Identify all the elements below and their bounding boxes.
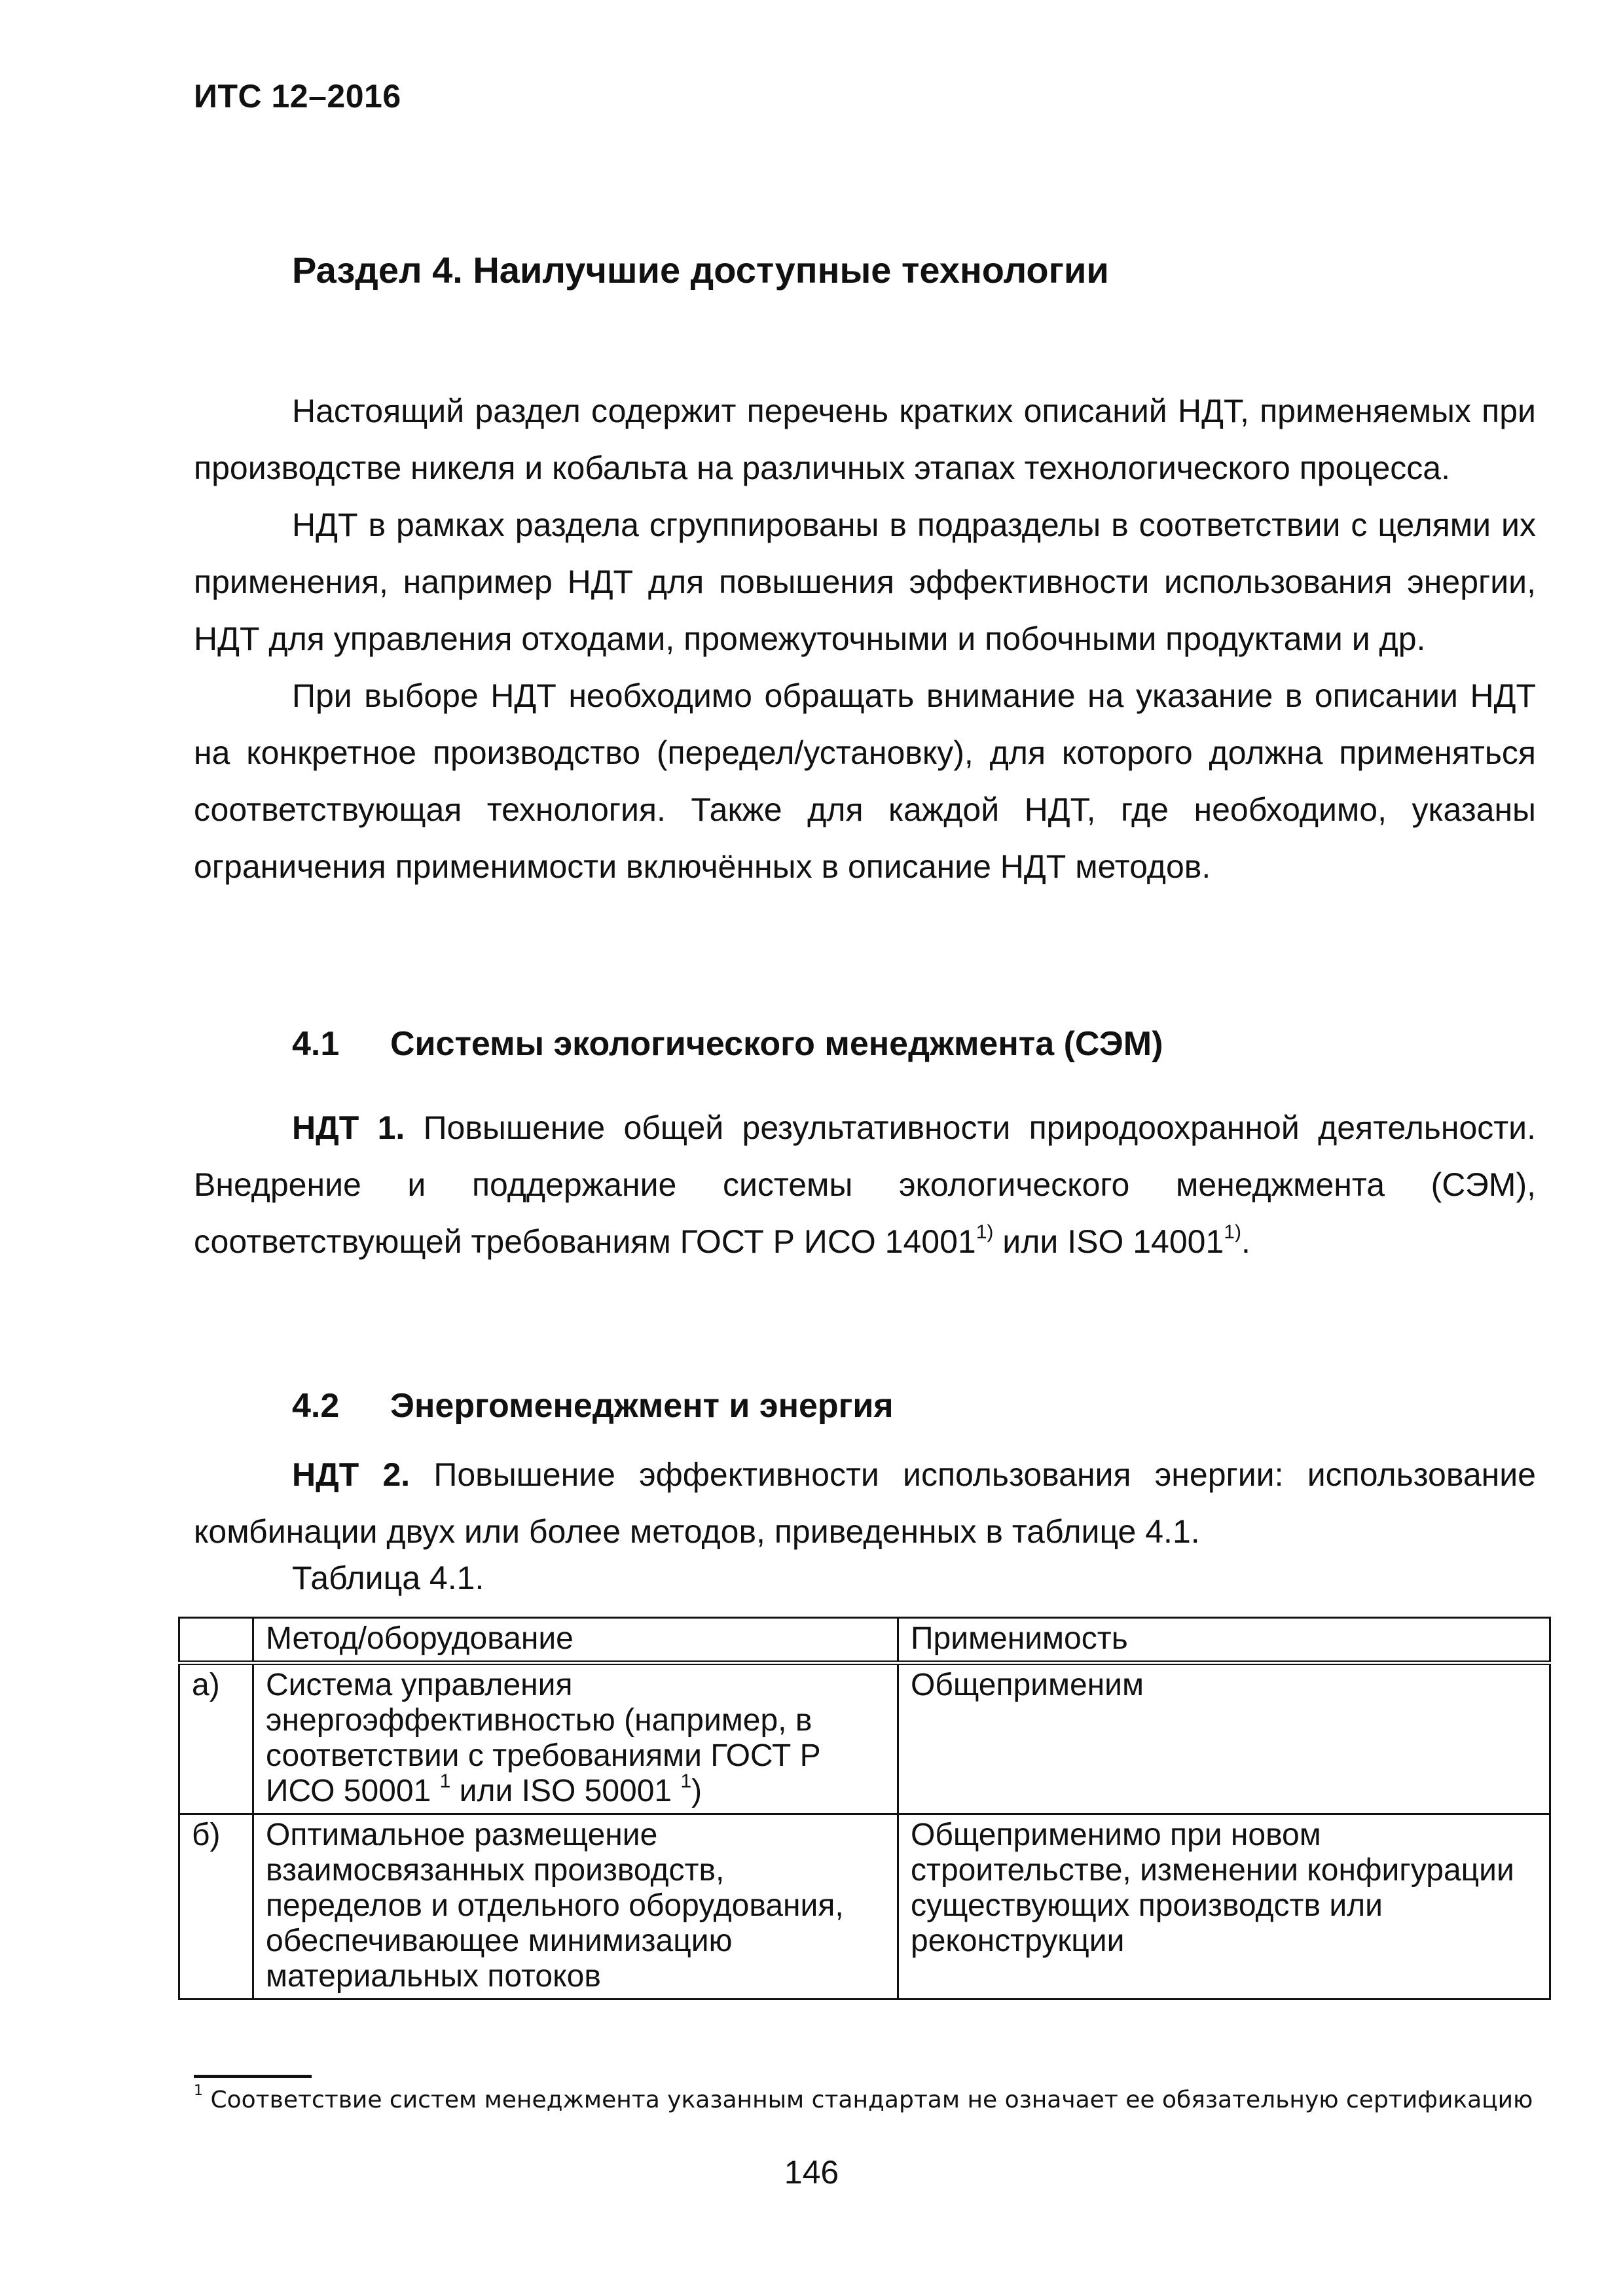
footnote-separator bbox=[194, 2075, 312, 2078]
ndt-2-text: Повышение эффективности использования энергии: использование комбинации двух или более методов, приведенных в таблице 4.1. bbox=[194, 1456, 1536, 1550]
ndt-2-block bbox=[194, 1446, 1536, 1560]
row-applicability: Общеприменимо при новом строительстве, изменении конфигурации существующих производств или реконструкции bbox=[898, 1814, 1550, 2000]
document-code: ИТС 12–2016 bbox=[194, 78, 401, 115]
ndt-2-label: НДТ 2. bbox=[292, 1456, 410, 1493]
ndt-1-block bbox=[194, 1100, 1536, 1270]
row-method: Оптимальное размещение взаимосвязанных производств, переделов и отдельного оборудования, обеспечивающее минимизацию материальных потоков bbox=[253, 1814, 898, 2000]
table-row bbox=[179, 1663, 1550, 1814]
footnote-ref: 1) bbox=[1224, 1221, 1241, 1244]
table-header-row bbox=[179, 1618, 1550, 1663]
row-method bbox=[253, 1663, 898, 1814]
ndt-1-paragraph bbox=[194, 1100, 1536, 1270]
header-cell-index bbox=[179, 1618, 253, 1663]
subsection-number: 4.2 bbox=[292, 1387, 340, 1425]
ndt-1-label: НДТ 1. bbox=[292, 1109, 405, 1146]
row-applicability: Общеприменим bbox=[898, 1663, 1550, 1814]
method-text: Система управления энергоэффективностью (например, в соответствии с требованиями ГОСТ Р ИСО 50001 bbox=[266, 1668, 821, 1808]
footnote-text: Соответствие систем менеджмента указанным стандартам не означает ее обязательную сертификацию bbox=[203, 2087, 1533, 2113]
header-cell-method: Метод/оборудование bbox=[253, 1618, 898, 1663]
footnote-ref: 1 bbox=[439, 1770, 451, 1792]
method-text-mid: или ISO 50001 bbox=[450, 1774, 681, 1808]
subsection-title: Системы экологического менеджмента (СЭМ) bbox=[390, 1025, 1163, 1063]
ndt-1-text: Повышение общей результативности природоохранной деятельности. Внедрение и поддержание системы экологического менеджмента (СЭМ), соответствующей требованиям ГОСТ Р ИСО 14001 bbox=[194, 1109, 1536, 1260]
method-text-end: ) bbox=[691, 1774, 702, 1808]
footnote-ref: 1 bbox=[680, 1770, 692, 1792]
ndt-2-paragraph bbox=[194, 1446, 1536, 1560]
subsection-number: 4.1 bbox=[292, 1025, 340, 1063]
intro-paragraph-1: Настоящий раздел содержит перечень кратких описаний НДТ, применяемых при производстве никеля и кобальта на различных этапах технологического процесса. bbox=[194, 393, 1536, 486]
footnote-marker: 1 bbox=[194, 2083, 203, 2099]
subsection-title: Энергоменеджмент и энергия bbox=[390, 1387, 894, 1425]
footnote bbox=[194, 2083, 1533, 2113]
intro-paragraph-2: НДТ в рамках раздела сгруппированы в подразделы в соответствии с целями их применения, например НДТ для повышения эффективности использования энергии, НДТ для управления отходами, промежуточными и побочными продуктами и др. bbox=[194, 507, 1536, 657]
ndt-1-text-end: . bbox=[1241, 1223, 1250, 1260]
table-4-1 bbox=[178, 1617, 1551, 2000]
table-row bbox=[179, 1814, 1550, 2000]
intro-paragraph-3: При выборе НДТ необходимо обращать внимание на указание в описании НДТ на конкретное производство (передел/установку), для которого должна применяться соответствующая технология. Также для каждой НДТ, где необходимо, указаны ограничения применимости включённых в описание НДТ методов. bbox=[194, 677, 1536, 885]
page-number: 146 bbox=[784, 2154, 839, 2191]
intro-text bbox=[194, 383, 1536, 895]
row-id: б) bbox=[179, 1814, 253, 2000]
subsection-4-2-heading bbox=[292, 1386, 894, 1426]
footnote-ref: 1) bbox=[976, 1221, 994, 1244]
section-title: Раздел 4. Наилучшие доступные технологии bbox=[292, 249, 1109, 291]
header-cell-applicability: Применимость bbox=[898, 1618, 1550, 1663]
subsection-4-1-heading bbox=[292, 1024, 1163, 1064]
ndt-1-text-mid: или ISO 14001 bbox=[993, 1223, 1224, 1260]
row-id: а) bbox=[179, 1663, 253, 1814]
table-caption: Таблица 4.1. bbox=[292, 1560, 484, 1596]
